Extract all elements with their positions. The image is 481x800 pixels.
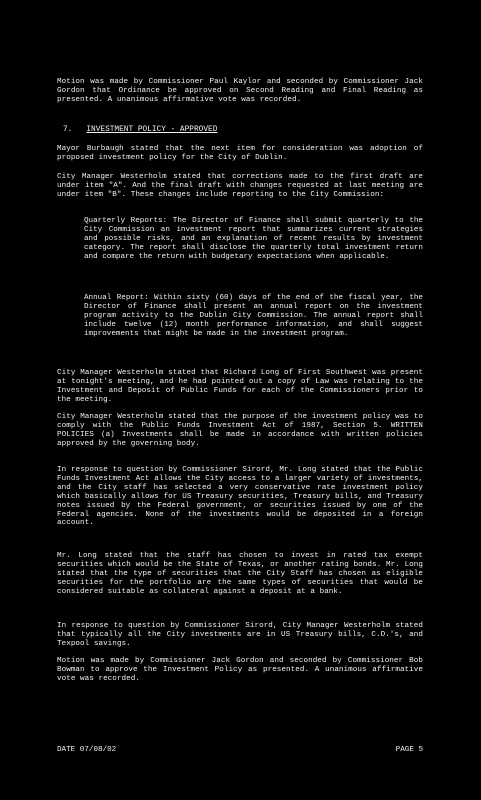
paragraph-typical-investments: In response to question by Commissioner Sirord, City Manager Westerholm stated that typically all the City investments are in US Treasury bills, C.D.'s, and Texpool savings. [57,622,423,648]
paragraph-richard-long: City Manager Westerholm stated that Richard Long of First Southwest was present at tonight's meeting, and he had pointed out a copy of Law was relating to the Investment and Deposit of Public Funds for each of the Commissioners prior to the meeting. [57,369,423,404]
paragraph-motion-ordinance: Motion was made by Commissioner Paul Kaylor and seconded by Commissioner Jack Gordon that Ordinance be approved on Second Reading and Final Reading as presented. A unanimous affirmative vote was recorded. [57,78,423,104]
section-heading [63,126,217,135]
paragraph-quarterly-reports: Quarterly Reports: The Director of Finance shall submit quarterly to the City Commission an investment report that summarizes current strategies and possible risks, and an explanation of recent results by investment category. The report shall disclose the quarterly total investment return and compare the return with budgetary expectations when applicable. [84,217,423,261]
paragraph-tax-exempt-securities: Mr. Long stated that the staff has chosen to invest in rated tax exempt securities which would be the State of Texas, or another rating bonds. Mr. Long stated that the type of securities that the City Staff has chosen as eligible securities for the portfolio are the same types of securities that would be considered suitable as collateral against a deposit at a bank. [57,552,423,596]
section-title: INVESTMENT POLICY - APPROVED [86,126,218,134]
footer-date: DATE 07/08/02 [57,746,117,754]
paragraph-investment-act: City Manager Westerholm stated that the purpose of the investment policy was to comply with the Public Funds Investment Act of 1987, Section 5. WRITTEN POLICIES (a) Investments shall be made in accordance with written policies approved by the governing body. [57,413,423,448]
paragraph-mayor-statement: Mayor Burbaugh stated that the next item for consideration was adoption of proposed investment policy for the City of Dublin. [57,145,423,162]
paragraph-annual-report: Annual Report: Within sixty (60) days of the end of the fiscal year, the Director of Finance shall present an annual report on the investment program activity to the Dublin City Commission. The annual report shall include twelve (12) month performance information, and shall suggest improvements that might be made in the investment program. [84,294,423,338]
section-number: 7. [63,126,73,134]
paragraph-sirord-question: In response to question by Commissioner Sirord, Mr. Long stated that the Public Funds Investment Act allows the City access to a larger variety of investments, and the City staff has selected a very conservative rate investment policy which basically allows for US Treasury securities, Treasury bills, and Treasury notes issued by the Federal government, or securities issued by one of the Federal agencies. None of the investments would be deposited in a foreign account. [57,466,423,528]
footer-page-number: PAGE 5 [395,746,423,754]
paragraph-motion-policy: Motion was made by Commissioner Jack Gordon and seconded by Commissioner Bob Bowman to approve the Investment Policy as presented. A unanimous affirmative vote was recorded. [57,657,423,683]
paragraph-city-manager-corrections: City Manager Westerholm stated that corrections made to the first draft are under item "A". And the final draft with changes requested at last meeting are under item "B". These changes include reporting to the City Commission: [57,173,423,199]
